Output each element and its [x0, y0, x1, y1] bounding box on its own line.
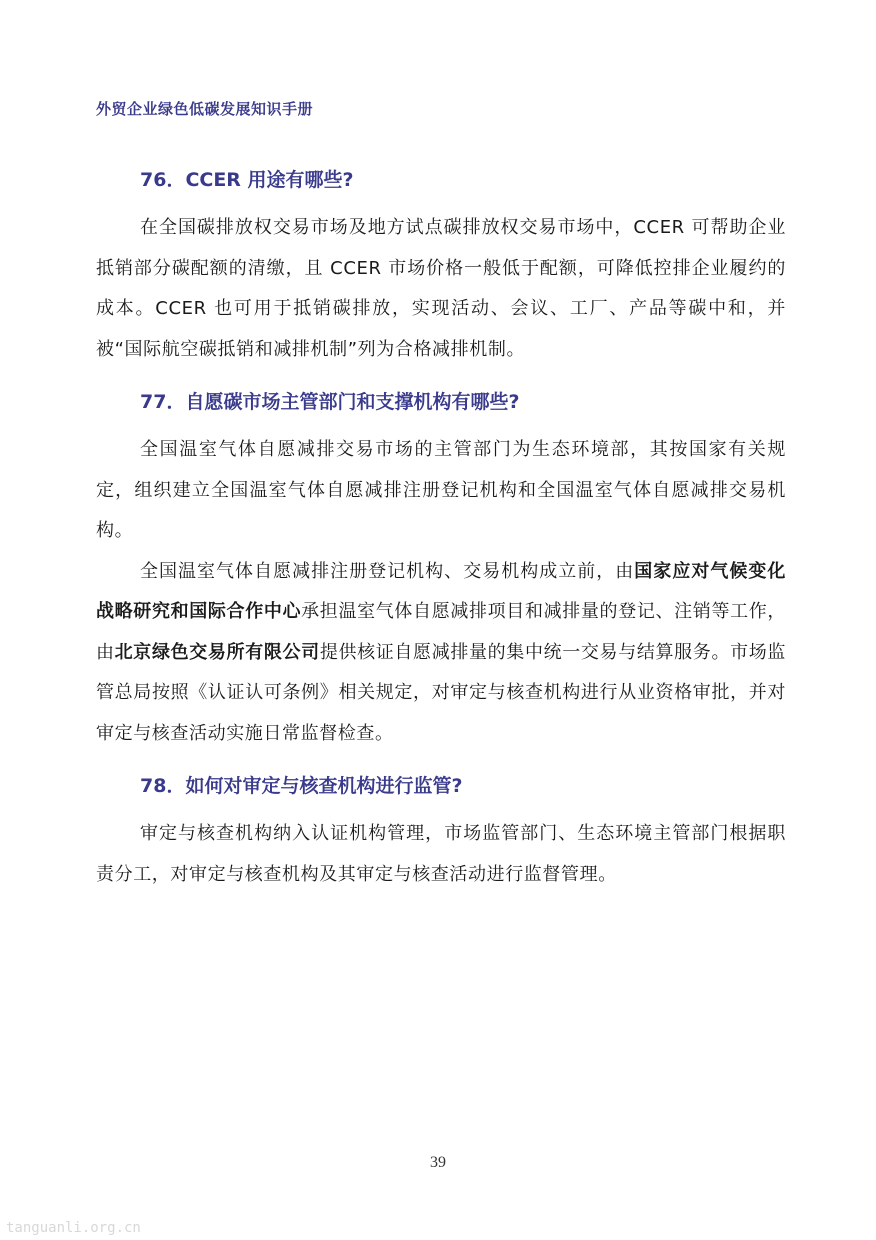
bold-organization-name: 国家应对气候变化战略研究和国际合作中心 [96, 560, 786, 622]
question-77-title: 77．自愿碳市场主管部门和支撑机构有哪些? [140, 391, 520, 413]
paragraph-text: 承担温室气体自愿减排项目和减排量的登记、注销等工作，由 [96, 601, 786, 663]
question-77-paragraph-1: 全国温室气体自愿减排交易市场的主管部门为生态环境部，其按国家有关规定，组织建立全国温室气体自愿减排注册登记机构和全国温室气体自愿减排交易机构。 [96, 439, 786, 541]
paragraph-text: 全国温室气体自愿减排注册登记机构、交易机构成立前，由 [140, 560, 635, 582]
question-78-paragraph: 审定与核查机构纳入认证机构管理，市场监管部门、生态环境主管部门根据职责分工，对审定与核查机构及其审定与核查活动进行监督管理。 [96, 823, 786, 885]
bold-organization-name: 北京绿色交易所有限公司 [114, 641, 320, 663]
question-77-paragraph-2 [96, 552, 786, 755]
question-78-title: 78．如何对审定与核查机构进行监管? [140, 775, 463, 797]
question-76-title: 76．CCER 用途有哪些? [140, 169, 354, 191]
running-header: 外贸企业绿色低碳发展知识手册 [96, 100, 314, 118]
paragraph-text: 提供核证自愿减排量的集中统一交易与结算服务。市场监管总局按照《认证认可条例》相关规定，对审定与核查机构进行从业资格审批，并对审定与核查活动实施日常监督检查。 [96, 641, 786, 744]
main-content [96, 160, 786, 895]
watermark: tanguanli.org.cn [6, 1220, 141, 1236]
question-76-paragraph: 在全国碳排放权交易市场及地方试点碳排放权交易市场中，CCER 可帮助企业抵销部分碳配额的清缴，且 CCER 市场价格一般低于配额，可降低控排企业履约的成本。CCER 也可用于抵销碳排放，实现活动、会议、工厂、产品等碳中和，并被“国际航空碳抵销和减排机制”列为合格减排机制。 [96, 217, 786, 360]
page-number: 39 [430, 1154, 446, 1171]
